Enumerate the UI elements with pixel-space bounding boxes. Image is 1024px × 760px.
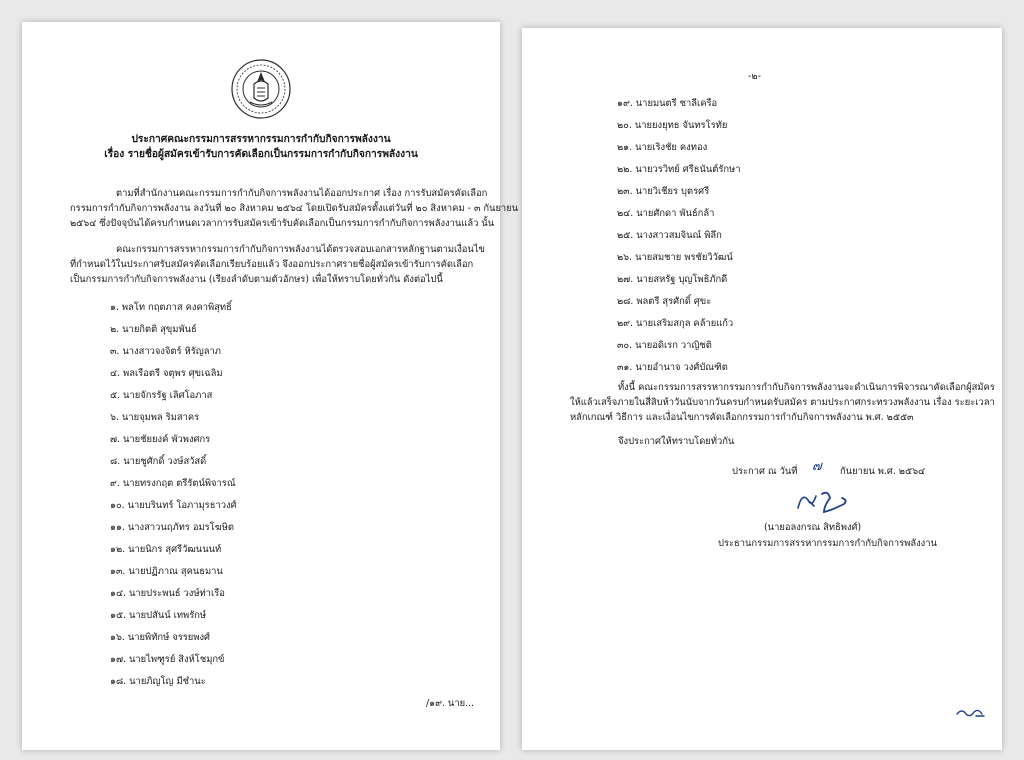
- list-item: ๑. พลโท กฤตภาส คงคาพิสุทธิ์: [110, 302, 232, 313]
- list-item: ๑๑. นางสาวนฤภัทร อมรโฆษิต: [110, 522, 234, 533]
- closing-paragraph-line: ทั้งนี้ คณะกรรมการสรรหากรรมการกำกับกิจการพลังงานจะดำเนินการพิจารณาคัดเลือกผู้สมัคร: [618, 382, 995, 393]
- signer-title: ประธานกรรมการสรรหากรรมการกำกับกิจการพลังงาน: [718, 538, 937, 549]
- list-item: ๘. นายชูศักดิ์ วงษ์สวัสดิ์: [110, 456, 207, 467]
- list-item: ๓๑. นายอำนาจ วงศ์บัณฑิต: [617, 362, 728, 373]
- page-number: -๒-: [748, 71, 761, 82]
- list-item: ๒๘. พลตรี สุรศักดิ์ ศุขะ: [617, 296, 712, 307]
- list-item: ๒. นายกิตติ สุขุมพันธ์: [110, 324, 197, 335]
- continuation-marker: /๑๙. นาย...: [426, 698, 475, 709]
- list-item: ๒๐. นายยงยุทธ จันทรโรทัย: [617, 120, 728, 131]
- date-prefix: ประกาศ ณ วันที่: [732, 466, 798, 477]
- paragraph-1-line: ๒๕๖๔ ซึ่งปัจจุบันได้ครบกำหนดเวลาการรับสมัครเข้ารับคัดเลือกเป็นกรรมการกำกับกิจการพลังงานแล้ว นั้น: [70, 218, 495, 229]
- date-day-handwritten: ๗: [812, 459, 822, 474]
- paragraph-2-line: เป็นกรรมการกำกับกิจการพลังงาน (เรียงลำดับตามตัวอักษร) เพื่อให้ทราบโดยทั่วกัน ดังต่อไปนี้: [70, 274, 443, 285]
- list-item: ๑๘. นายภิญโญ มีชำนะ: [110, 676, 206, 687]
- list-item: ๒๕. นางสาวสมจินณ์ พิลึก: [617, 230, 722, 241]
- list-item: ๗. นายชัยยงค์ พัวพงศกร: [110, 434, 211, 445]
- paragraph-2-line: ที่กำหนดไว้ในประกาศรับสมัครคัดเลือกเรียบร้อยแล้ว จึงออกประกาศรายชื่อผู้สมัครเข้ารับการคัดเลือก: [70, 259, 474, 270]
- list-item: ๑๕. นายปสันน์ เทพรักษ์: [110, 610, 207, 621]
- signer-name: (นายอลงกรณ สิทธิพงศ์): [764, 522, 862, 533]
- document-page-2: [522, 28, 1002, 750]
- list-item: ๑๖. นายพิทักษ์ จรรยพงศ์: [110, 632, 210, 643]
- list-item: ๕. นายจักรรัฐ เลิศโอภาส: [110, 390, 213, 401]
- list-item: ๒๓. นายวิเชียร บุตรศรี: [617, 186, 710, 197]
- document-page-1: [22, 22, 519, 750]
- announcement-title: ประกาศคณะกรรมการสรรหากรรมการกำกับกิจการพลังงาน: [131, 134, 391, 145]
- closing-paragraph-line: ให้แล้วเสร็จภายในสี่สิบห้าวันนับจากวันครบกำหนดรับสมัคร ตามประกาศกระทรวงพลังงาน เรื่อง ระยะเวลา: [570, 397, 995, 408]
- list-item: ๒๒. นายวรวิทย์ ศรีธนันต์รักษา: [617, 164, 741, 175]
- signature-handwritten: [794, 486, 852, 518]
- list-item: ๒๙. นายเสริมสกุล คล้ายแก้ว: [617, 318, 734, 329]
- list-item: ๑๐. นายบรินทร์ โอภามุรธาวงศ์: [110, 500, 237, 511]
- list-item: ๑๒. นายนิกร สุศรีวัฒนนนท์: [110, 544, 222, 555]
- announcement-subject: เรื่อง รายชื่อผู้สมัครเข้ารับการคัดเลือกเป็นกรรมการกำกับกิจการพลังงาน: [104, 149, 418, 160]
- list-item: ๒๑. นายเริงชัย คงทอง: [617, 142, 708, 153]
- list-item: ๔. พลเรือตรี จตุพร ศุขเฉลิม: [110, 368, 223, 379]
- list-item: ๑๙. นายมนตรี ชาลีเครือ: [617, 98, 718, 109]
- list-item: ๑๔. นายประพนธ์ วงษ์ท่าเรือ: [110, 588, 225, 599]
- closing-paragraph-line: หลักเกณฑ์ วิธีการ และเงื่อนไขการคัดเลือกกรรมการกำกับกิจการพลังงาน พ.ศ. ๒๕๕๓: [570, 412, 914, 423]
- paragraph-1-line: ตามที่สำนักงานคณะกรรมการกำกับกิจการพลังงานได้ออกประกาศ เรื่อง การรับสมัครคัดเลือก: [116, 188, 488, 199]
- list-item: ๒๔. นายศักดา พันธ์กล้า: [617, 208, 715, 219]
- list-item: ๑๗. นายไพฑูรย์ สิงห์โชมุกข์: [110, 654, 225, 665]
- paragraph-1-line: กรรมการกำกับกิจการพลังงาน ลงวันที่ ๒๐ สิงหาคม ๒๕๖๔ โดยเปิดรับสมัครตั้งแต่วันที่ ๒๐ สิงหาคม - ๓ กันยายน: [70, 203, 519, 214]
- list-item: ๖. นายจุมพล ริมสาคร: [110, 412, 200, 423]
- announce-statement: จึงประกาศให้ทราบโดยทั่วกัน: [618, 436, 735, 447]
- list-item: ๒๗. นายสหรัฐ บุญโพธิภักดี: [617, 274, 728, 285]
- list-item: ๓. นางสาวจงจิตร์ หิรัญลาภ: [110, 346, 221, 357]
- paragraph-2-line: คณะกรรมการสรรหากรรมการกำกับกิจการพลังงานได้ตรวจสอบเอกสารหลักฐานตามเงื่อนไข: [116, 244, 485, 255]
- initials-mark-handwritten: [954, 704, 988, 722]
- list-item: ๙. นายทรงกฤต ตรีรัตน์พิจารณ์: [110, 478, 236, 489]
- date-suffix: กันยายน พ.ศ. ๒๕๖๔: [840, 466, 926, 477]
- list-item: ๒๖. นายสมชาย พรชัยวิวัฒน์: [617, 252, 733, 263]
- list-item: ๓๐. นายอดิเรก วาญิชติ: [617, 340, 712, 351]
- list-item: ๑๓. นายปฏิภาณ สุคนธมาน: [110, 566, 223, 577]
- erc-seal-emblem: [230, 58, 292, 120]
